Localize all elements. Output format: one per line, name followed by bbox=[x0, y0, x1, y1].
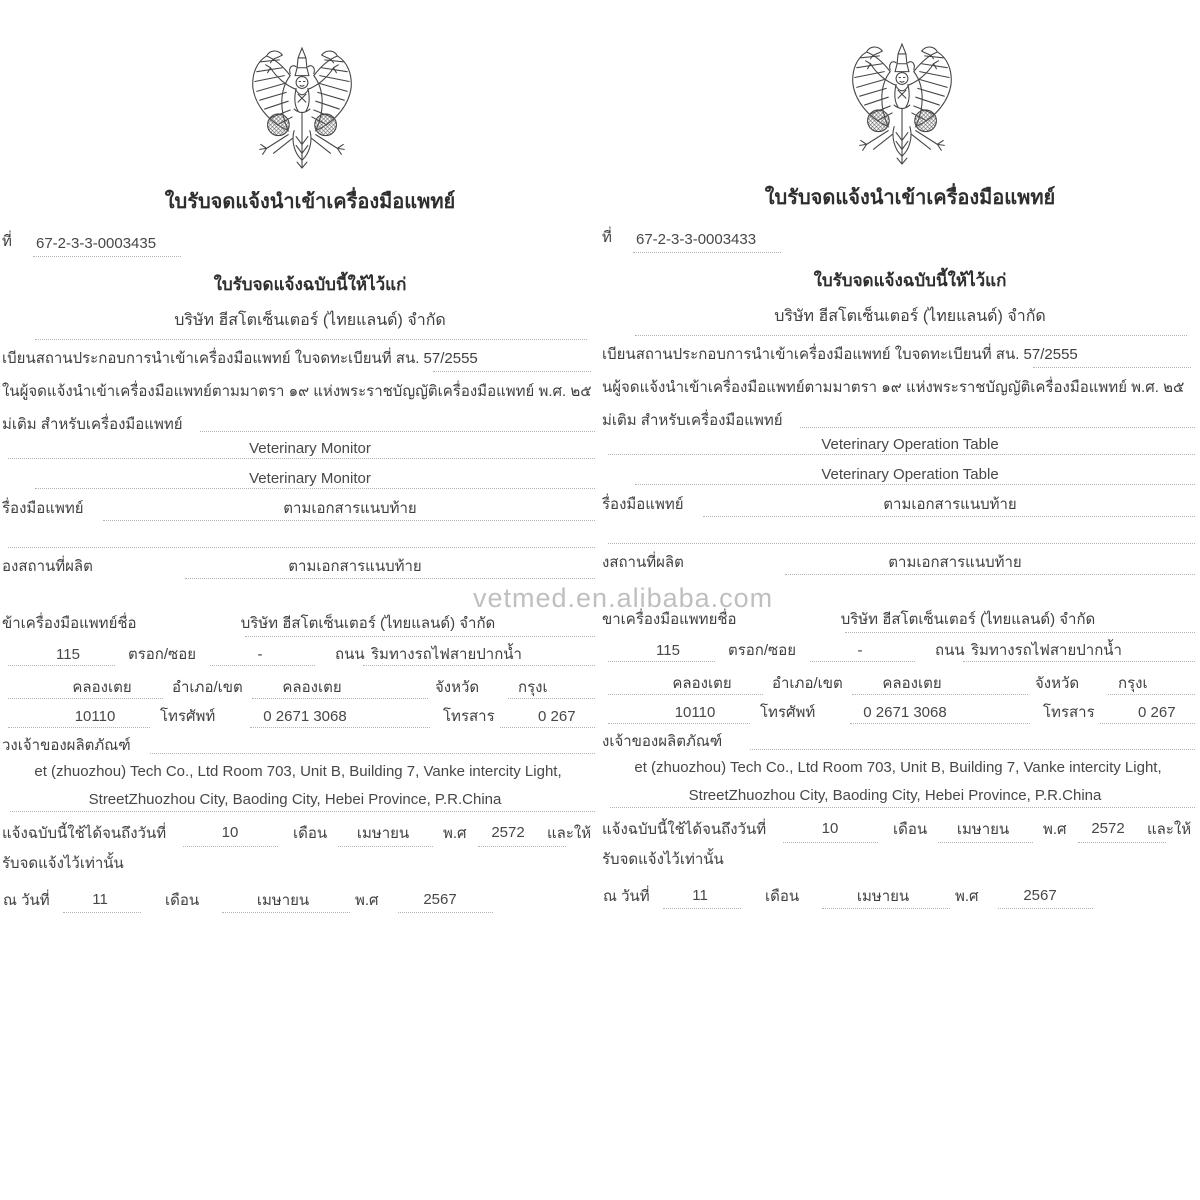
mfg-site-label: องสถานที่ผลิต bbox=[2, 558, 93, 575]
doc-title: ใบรับจดแจ้งนำเข้าเครื่องมือแพทย์ bbox=[164, 191, 456, 213]
dotted-underline bbox=[363, 665, 595, 666]
importer-name-value: บริษัท ฮีสโตเซ็นเตอร์ (ไทยแลนด์) จำกัด bbox=[240, 615, 496, 632]
dotted-underline bbox=[608, 723, 750, 724]
issue-date-prefix: ณ วันที่ bbox=[603, 888, 650, 905]
phone-label: โทรศัพท์ bbox=[160, 708, 216, 725]
importer-name-label: ขาเครื่องมือแพทยชื่อ bbox=[602, 611, 737, 628]
dotted-underline bbox=[635, 484, 1195, 485]
garuda-emblem-icon bbox=[843, 42, 961, 174]
soi-value: - bbox=[257, 646, 263, 663]
issue-day: 11 bbox=[92, 891, 108, 908]
only-line: รับจดแจ้งไว้เท่านั้น bbox=[2, 855, 124, 872]
district-value: คลองเตย bbox=[282, 679, 342, 696]
issued-to-heading: ใบรับจดแจ้งฉบับนี้ให้ไว้แก่ bbox=[813, 271, 1007, 290]
phone-value: 0 2671 3068 bbox=[863, 704, 947, 721]
doc-number-label: ที่ bbox=[2, 233, 12, 250]
month-label: เดือน bbox=[893, 821, 928, 838]
mfg-site-label: งสถานที่ผลิต bbox=[602, 554, 684, 571]
dotted-underline bbox=[210, 665, 315, 666]
mfg-site-value: ตามเอกสารแนบท้าย bbox=[888, 554, 1022, 571]
province-label: จังหวัด bbox=[435, 679, 480, 696]
device-value: ตามเอกสารแนบท้าย bbox=[283, 500, 417, 517]
owner-label: วงเจ้าของผลิตภัณฑ์ bbox=[2, 737, 131, 754]
dotted-underline bbox=[398, 912, 493, 913]
owner-address-line1: et (zhuozhou) Tech Co., Ltd Room 703, Unit B, Building 7, Vanke intercity Light, bbox=[634, 759, 1162, 776]
province-label: จังหวัด bbox=[1035, 675, 1080, 692]
dotted-underline bbox=[663, 908, 741, 909]
dotted-underline bbox=[608, 454, 1195, 455]
issue-era-label: พ.ศ bbox=[355, 892, 379, 909]
dotted-underline bbox=[783, 842, 878, 843]
district-value: คลองเตย bbox=[882, 675, 942, 692]
dotted-underline bbox=[633, 252, 781, 253]
dotted-underline bbox=[852, 694, 1028, 695]
dotted-underline bbox=[8, 665, 115, 666]
issue-date-prefix: ณ วันที่ bbox=[3, 892, 50, 909]
postcode-value: 10110 bbox=[674, 704, 716, 721]
product-name-line1: Veterinary Operation Table bbox=[821, 436, 999, 453]
soi-label: ตรอก/ซอย bbox=[728, 642, 797, 659]
dotted-underline bbox=[1100, 723, 1195, 724]
soi-label: ตรอก/ซอย bbox=[128, 646, 197, 663]
doc-number-value: 67-2-3-3-0003435 bbox=[36, 235, 157, 252]
dotted-underline bbox=[750, 749, 1195, 750]
device-label: รื่องมือแพทย์ bbox=[602, 496, 684, 513]
dotted-underline bbox=[8, 547, 595, 548]
dotted-underline bbox=[703, 516, 1195, 517]
product-name-line1: Veterinary Monitor bbox=[249, 440, 371, 457]
dotted-underline bbox=[200, 431, 595, 432]
dotted-underline bbox=[35, 488, 595, 489]
dotted-underline bbox=[608, 661, 715, 662]
owner-address-line1: et (zhuozhou) Tech Co., Ltd Room 703, Unit B, Building 7, Vanke intercity Light, bbox=[34, 763, 562, 780]
valid-day: 10 bbox=[221, 824, 239, 841]
soi-value: - bbox=[857, 642, 863, 659]
dotted-underline bbox=[338, 846, 433, 847]
road-value: ริมทางรถไฟสายปากน้ำ bbox=[971, 642, 1122, 659]
dotted-underline bbox=[103, 520, 595, 521]
device-value: ตามเอกสารแนบท้าย bbox=[883, 496, 1017, 513]
doc-title: ใบรับจดแจ้งนำเข้าเครื่องมือแพทย์ bbox=[764, 187, 1056, 209]
owner-label: งเจ้าของผลิตภัณฑ์ bbox=[602, 733, 723, 750]
dotted-underline bbox=[1033, 367, 1191, 368]
dotted-underline bbox=[850, 723, 1030, 724]
dotted-underline bbox=[845, 632, 1195, 633]
dotted-underline bbox=[610, 807, 1195, 808]
dotted-underline bbox=[963, 661, 1195, 662]
dotted-underline bbox=[245, 636, 595, 637]
fax-value: 0 267 bbox=[1138, 704, 1176, 721]
issue-year: 2567 bbox=[423, 891, 457, 908]
valid-until-label: แจ้งฉบับนี้ใช้ได้จนถึงวันที่ bbox=[2, 825, 167, 842]
dotted-underline bbox=[185, 578, 595, 579]
owner-address-line2: StreetZhuozhou City, Baoding City, Hebei Province, P.R.China bbox=[88, 791, 502, 808]
subdistrict-value: คลองเตย bbox=[72, 679, 132, 696]
additional-line: ม่เติม สำหรับเครื่องมือแพทย์ bbox=[602, 412, 783, 429]
dotted-underline bbox=[1108, 694, 1195, 695]
address-number: 115 bbox=[56, 646, 80, 663]
district-label: อำเภอ/เขต bbox=[172, 679, 243, 696]
phone-label: โทรศัพท์ bbox=[760, 704, 816, 721]
fax-value: 0 267 bbox=[538, 708, 576, 725]
subdistrict-value: คลองเตย bbox=[672, 675, 732, 692]
dotted-underline bbox=[478, 846, 566, 847]
valid-until-label: แจ้งฉบับนี้ใช้ได้จนถึงวันที่ bbox=[602, 821, 767, 838]
registration-line: เบียนสถานประกอบการนำเข้าเครื่องมือแพทย์ ใบจดทะเบียนที่ สน. 57/2555 bbox=[602, 346, 1078, 363]
issue-month: เมษายน bbox=[256, 892, 310, 909]
dotted-underline bbox=[800, 427, 1195, 428]
dotted-underline bbox=[183, 846, 278, 847]
dotted-underline bbox=[998, 908, 1093, 909]
doc-number-label: ที่ bbox=[602, 229, 612, 246]
watermark: vetmed.en.alibaba.com bbox=[473, 583, 774, 613]
province-value: กรุงเ bbox=[518, 679, 548, 696]
issue-month-label: เดือน bbox=[165, 892, 200, 909]
dotted-underline bbox=[222, 912, 350, 913]
doc-number-value: 67-2-3-3-0003433 bbox=[636, 231, 757, 248]
dotted-underline bbox=[785, 574, 1195, 575]
road-label: ถนน bbox=[335, 646, 365, 663]
issued-to-heading: ใบรับจดแจ้งฉบับนี้ให้ไว้แก่ bbox=[213, 275, 407, 294]
company-name: บริษัท ฮีสโตเซ็นเตอร์ (ไทยแลนด์) จำกัด bbox=[774, 308, 1046, 325]
dotted-underline bbox=[608, 694, 763, 695]
act-line: ในผู้จดแจ้งนำเข้าเครื่องมือแพทย์ตามมาตรา ๑๙ แห่งพระราชบัญญัติเครื่องมือแพทย์ พ.ศ. ๒๕ bbox=[2, 383, 592, 400]
valid-month: เมษายน bbox=[356, 825, 410, 842]
product-name-line2: Veterinary Operation Table bbox=[821, 466, 999, 483]
product-name-line2: Veterinary Monitor bbox=[249, 470, 371, 487]
valid-year: 2572 bbox=[491, 824, 525, 841]
province-value: กรุงเ bbox=[1118, 675, 1148, 692]
garuda-emblem-icon bbox=[243, 46, 361, 178]
dotted-underline bbox=[35, 339, 587, 340]
issue-year: 2567 bbox=[1023, 887, 1057, 904]
fax-label: โทรสาร bbox=[1043, 704, 1095, 721]
owner-address-line2: StreetZhuozhou City, Baoding City, Hebei Province, P.R.China bbox=[688, 787, 1102, 804]
device-label: รื่องมือแพทย์ bbox=[2, 500, 84, 517]
importer-name-value: บริษัท ฮีสโตเซ็นเตอร์ (ไทยแลนด์) จำกัด bbox=[840, 611, 1096, 628]
era-label: พ.ศ bbox=[443, 825, 467, 842]
dotted-underline bbox=[822, 908, 950, 909]
importer-name-label: ข้าเครื่องมือแพทย์ชื่อ bbox=[2, 615, 137, 632]
dotted-underline bbox=[810, 661, 915, 662]
issue-era-label: พ.ศ bbox=[955, 888, 979, 905]
dotted-underline bbox=[33, 256, 181, 257]
dotted-underline bbox=[608, 543, 1195, 544]
mfg-site-value: ตามเอกสารแนบท้าย bbox=[288, 558, 422, 575]
issue-month: เมษายน bbox=[856, 888, 910, 905]
dotted-underline bbox=[433, 371, 591, 372]
valid-month: เมษายน bbox=[956, 821, 1010, 838]
valid-suffix: และให้ bbox=[1147, 821, 1192, 838]
dotted-underline bbox=[8, 727, 150, 728]
dotted-underline bbox=[508, 698, 595, 699]
registration-line: เบียนสถานประกอบการนำเข้าเครื่องมือแพทย์ ใบจดทะเบียนที่ สน. 57/2555 bbox=[2, 350, 478, 367]
dotted-underline bbox=[10, 811, 595, 812]
valid-suffix: และให้ bbox=[547, 825, 592, 842]
phone-value: 0 2671 3068 bbox=[263, 708, 347, 725]
dotted-underline bbox=[8, 458, 595, 459]
dotted-underline bbox=[8, 698, 163, 699]
only-line: รับจดแจ้งไว้เท่านั้น bbox=[602, 851, 724, 868]
district-label: อำเภอ/เขต bbox=[772, 675, 843, 692]
road-value: ริมทางรถไฟสายปากน้ำ bbox=[371, 646, 522, 663]
dotted-underline bbox=[63, 912, 141, 913]
era-label: พ.ศ bbox=[1043, 821, 1067, 838]
additional-line: ม่เติม สำหรับเครื่องมือแพทย์ bbox=[2, 416, 183, 433]
act-line: นผู้จดแจ้งนำเข้าเครื่องมือแพทย์ตามมาตรา ๑๙ แห่งพระราชบัญญัติเครื่องมือแพทย์ พ.ศ. ๒๕ bbox=[602, 379, 1185, 396]
dotted-underline bbox=[250, 727, 430, 728]
dotted-underline bbox=[938, 842, 1033, 843]
address-number: 115 bbox=[656, 642, 680, 659]
postcode-value: 10110 bbox=[74, 708, 116, 725]
dotted-underline bbox=[252, 698, 428, 699]
fax-label: โทรสาร bbox=[443, 708, 495, 725]
issue-day: 11 bbox=[692, 887, 708, 904]
road-label: ถนน bbox=[935, 642, 965, 659]
dotted-underline bbox=[635, 335, 1187, 336]
issue-month-label: เดือน bbox=[765, 888, 800, 905]
dotted-underline bbox=[500, 727, 595, 728]
dotted-underline bbox=[150, 753, 595, 754]
valid-year: 2572 bbox=[1091, 820, 1125, 837]
dotted-underline bbox=[1078, 842, 1166, 843]
month-label: เดือน bbox=[293, 825, 328, 842]
company-name: บริษัท ฮีสโตเซ็นเตอร์ (ไทยแลนด์) จำกัด bbox=[174, 312, 446, 329]
valid-day: 10 bbox=[821, 820, 839, 837]
